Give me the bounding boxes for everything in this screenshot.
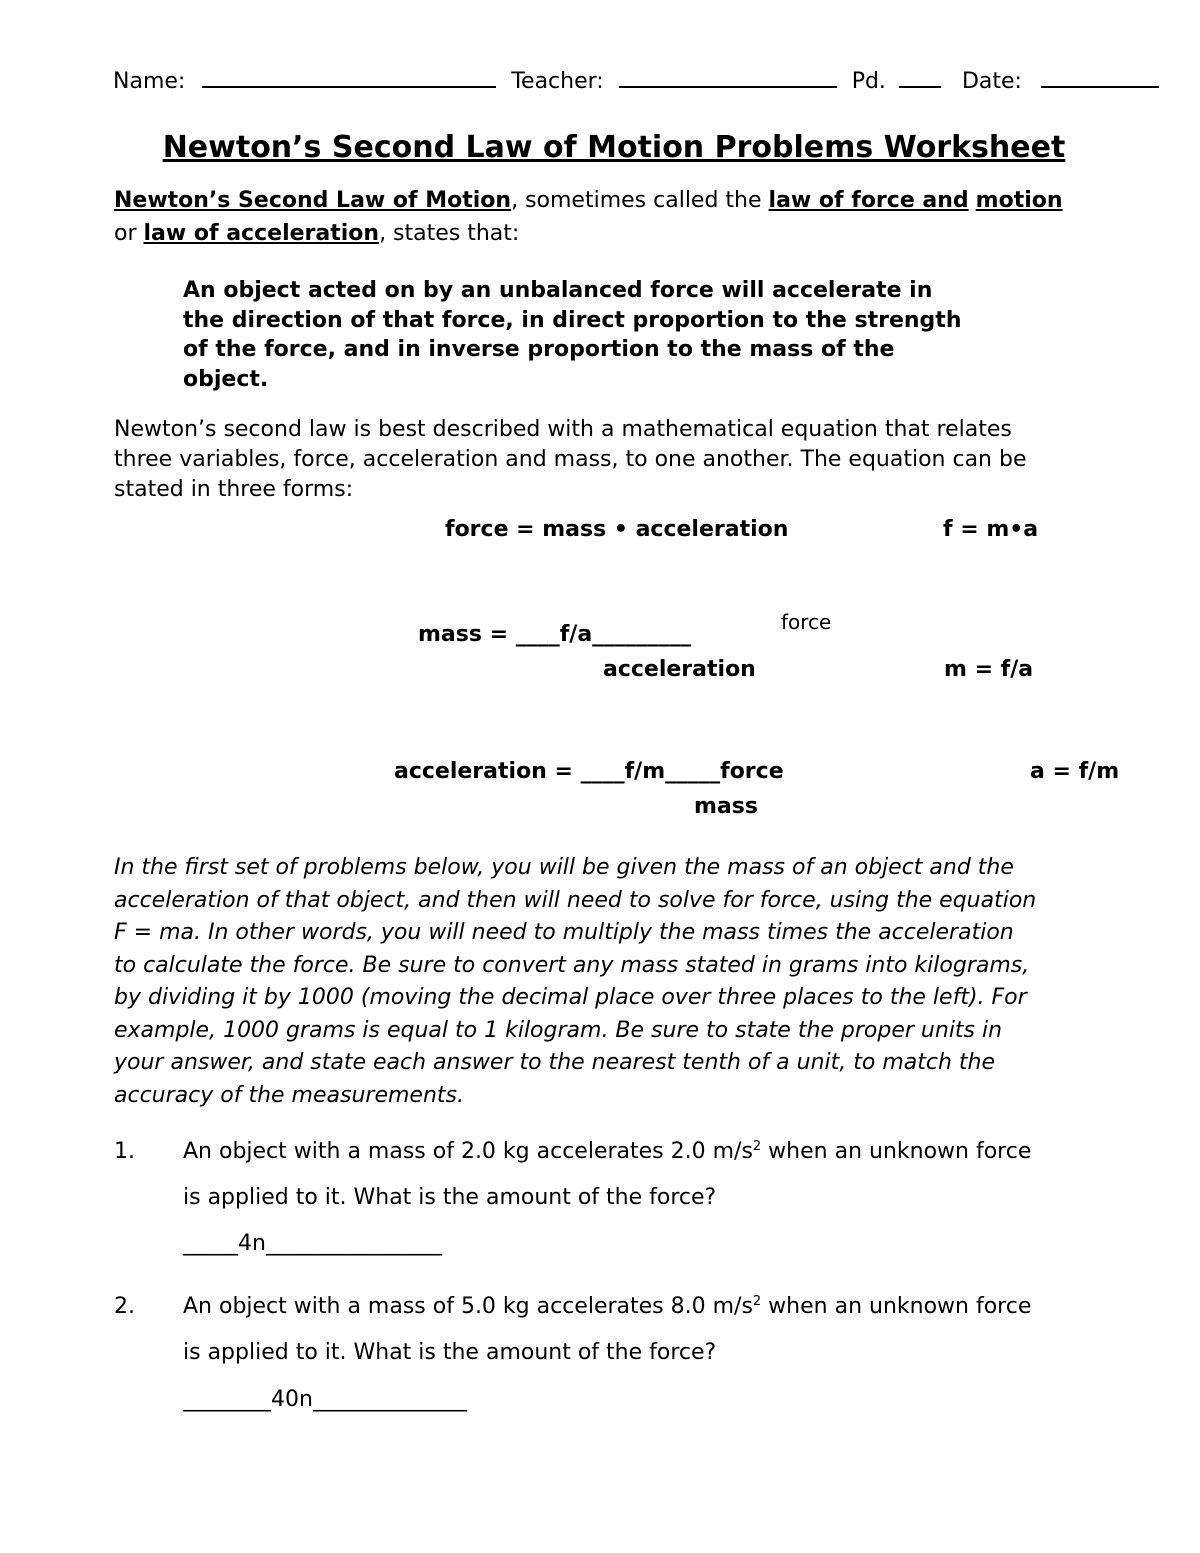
problem-2-line-1 bbox=[183, 1294, 1031, 1319]
problem-1-number: 1. bbox=[114, 1139, 135, 1164]
law-line: object. bbox=[183, 366, 269, 392]
description-line: three variables, force, acceleration and mass, to one another. The equation can be bbox=[114, 447, 1027, 472]
force-short-equation: f = m•a bbox=[943, 517, 1039, 542]
mass-numerator: force bbox=[781, 610, 832, 634]
law-line: the direction of that force, in direct proportion to the strength bbox=[183, 307, 962, 333]
problem-2-line-2: is applied to it. What is the amount of the force? bbox=[183, 1340, 717, 1365]
description-line: stated in three forms: bbox=[114, 477, 354, 502]
instructions-line: accuracy of the measurements. bbox=[114, 1082, 464, 1108]
instructions-line: to calculate the force. Be sure to convert any mass stated in grams into kilograms, bbox=[114, 952, 1030, 978]
problem-2-exponent: 2 bbox=[752, 1294, 762, 1309]
law-line: of the force, and in inverse proportion to the mass of the bbox=[183, 337, 895, 362]
header-row bbox=[113, 66, 1159, 94]
intro-line-1 bbox=[114, 184, 1063, 217]
page-title: Newton’s Second Law of Motion Problems Worksheet bbox=[162, 130, 1066, 165]
mass-short-equation: m = f/a bbox=[944, 657, 1034, 682]
force-equation: force = mass • acceleration bbox=[445, 517, 789, 542]
problem-2-text: An object with a mass of 5.0 kg accelerates 8.0 m/s bbox=[183, 1294, 753, 1319]
problem-2-number: 2. bbox=[114, 1294, 135, 1319]
problem-1-text: An object with a mass of 2.0 kg accelerates 2.0 m/s bbox=[183, 1139, 753, 1164]
period-field[interactable] bbox=[899, 66, 941, 88]
teacher-field[interactable] bbox=[619, 66, 837, 88]
instructions-line: In the first set of problems below, you will be given the mass of an object and the bbox=[114, 855, 1014, 880]
problem-1-exponent: 2 bbox=[752, 1139, 762, 1154]
date-field[interactable] bbox=[1041, 66, 1159, 88]
term-law-of-force: law of force and bbox=[768, 188, 969, 213]
intro-text-2: or bbox=[114, 221, 144, 246]
name-label: Name: bbox=[113, 69, 186, 94]
problem-1-answer[interactable]: _____4n________________ bbox=[183, 1231, 442, 1256]
problem-1-line-2: is applied to it. What is the amount of the force? bbox=[183, 1185, 717, 1210]
law-line: An object acted on by an unbalanced force will accelerate in bbox=[183, 278, 933, 303]
pd-label: Pd. bbox=[851, 69, 886, 94]
intro-line-2 bbox=[114, 217, 519, 250]
intro-text-1: , sometimes called the bbox=[511, 188, 769, 213]
acceleration-short-equation: a = f/m bbox=[1030, 759, 1120, 784]
problem-1-text-end: when an unknown force bbox=[761, 1139, 1032, 1164]
problem-2-answer[interactable]: ________40n______________ bbox=[183, 1387, 467, 1412]
instructions-line: by dividing it by 1000 (moving the decimal place over three places to the left). For bbox=[114, 985, 1027, 1010]
acceleration-equation: acceleration = ____f/m_____force bbox=[394, 759, 784, 784]
term-newtons-second-law: Newton’s Second Law of Motion bbox=[114, 188, 512, 213]
mass-equation: mass = ____f/a_________ bbox=[418, 622, 692, 647]
instructions-paragraph bbox=[114, 852, 1036, 1112]
name-field[interactable] bbox=[202, 66, 496, 88]
instructions-line: example, 1000 grams is equal to 1 kilogram. Be sure to state the proper units in bbox=[114, 1017, 1003, 1043]
teacher-label: Teacher: bbox=[511, 69, 604, 94]
problem-2-text-end: when an unknown force bbox=[761, 1294, 1032, 1319]
problem-1-line-1 bbox=[183, 1139, 1031, 1164]
instructions-line: F = ma. In other words, you will need to multiply the mass times the acceleration bbox=[114, 920, 1014, 945]
law-statement bbox=[183, 276, 962, 394]
intro-text-3: , states that: bbox=[379, 221, 520, 246]
term-motion: motion bbox=[975, 188, 1063, 213]
description-line: Newton’s second law is best described with a mathematical equation that relates bbox=[114, 417, 1012, 442]
instructions-line: your answer, and state each answer to the nearest tenth of a unit, to match the bbox=[114, 1050, 995, 1075]
date-label: Date: bbox=[961, 69, 1022, 94]
term-law-of-acceleration: law of acceleration bbox=[143, 221, 380, 246]
description-paragraph bbox=[114, 415, 1027, 505]
instructions-line: acceleration of that object, and then will need to solve for force, using the equation bbox=[114, 887, 1037, 913]
mass-denominator: acceleration bbox=[603, 657, 756, 682]
acceleration-denominator: mass bbox=[694, 794, 758, 819]
